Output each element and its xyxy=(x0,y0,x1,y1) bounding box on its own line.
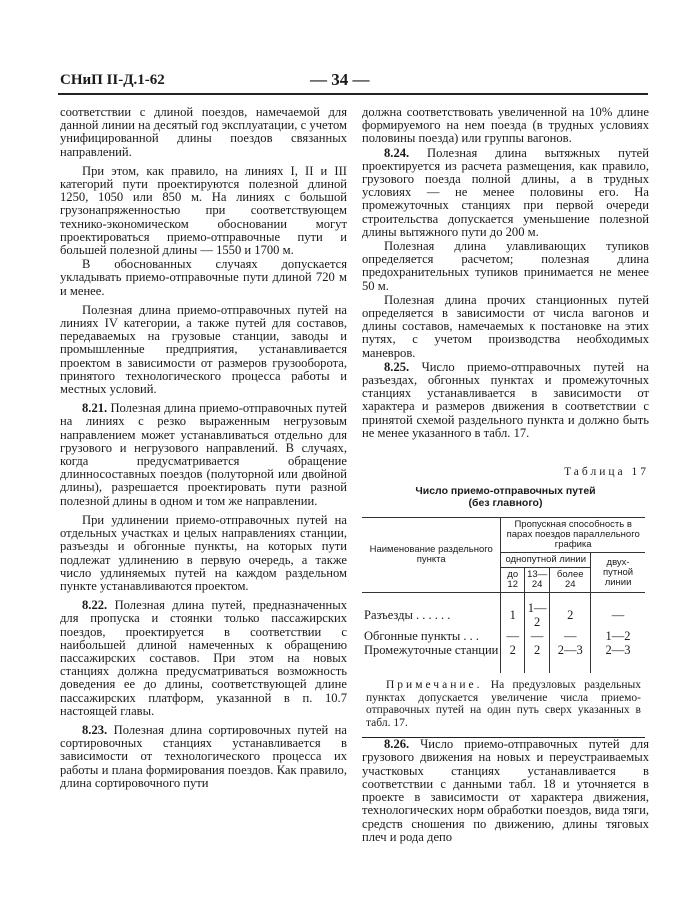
table-row xyxy=(362,629,645,643)
table-row xyxy=(362,601,645,629)
paragraph-text: Полезная длина улавливающих тупиков определяется расчетом; полезная длина предохранительных тупиков принимается не менее 50 м. xyxy=(362,239,649,293)
cell: — xyxy=(501,629,525,643)
section-number: 8.23. xyxy=(82,722,108,737)
section-8-23 xyxy=(60,724,347,790)
column-header-name: Наименование раздельного пункта xyxy=(362,518,501,593)
section-8-21 xyxy=(60,402,347,508)
paragraph-text: Полезная длина сортировочных путей на сортировочных станциях устанавливается в зависимости от технологического процесса их работы и плана формирования поездов. Как правило, длина сортировочного пути xyxy=(60,722,348,790)
paragraph-text: должна соответствовать увеличенной на 10% длине формируемого на нем поезда (в трудных условиях половины поезда) или группы вагонов. xyxy=(362,105,649,146)
header-rule xyxy=(58,93,648,95)
column-header-capacity: Пропускная способность в парах поездов параллельного графика xyxy=(501,518,645,553)
document-code: СНиП II-Д.1-62 xyxy=(60,72,165,88)
cell: 2 xyxy=(501,643,525,657)
cell: — xyxy=(525,629,550,643)
paragraph xyxy=(60,514,347,593)
paragraph xyxy=(60,165,347,257)
cell: 2 xyxy=(550,601,591,629)
column-header-sub: более 24 xyxy=(550,568,591,593)
paragraph xyxy=(60,304,347,396)
cell: 2—3 xyxy=(550,643,591,657)
table-title-line: Число приемо-отправочных путей xyxy=(415,485,596,498)
left-column xyxy=(60,106,347,796)
paragraph-text: Полезная длина приемо-отправочных путей на линиях IV категории, а также путей для составов, передаваемых на грузовые станции, заводы и промышленные предприятия, устанавливается проектом в зависимости от размеров грузооборота, принятого технологического процесса работы и местных условий. xyxy=(60,302,347,397)
page-number: — 34 — xyxy=(310,70,370,89)
paragraph xyxy=(362,106,649,146)
section-8-26 xyxy=(362,738,649,844)
cell: 1—2 xyxy=(591,629,645,643)
column-header-sub: до 12 xyxy=(501,568,525,593)
row-name: Обгонные пункты . . . xyxy=(364,629,480,644)
column-header-sub: 13—24 xyxy=(525,568,550,593)
column-header-single-track: однопутной линии xyxy=(501,553,591,568)
paragraph xyxy=(362,294,649,360)
section-number: 8.26. xyxy=(384,737,410,752)
paragraph-text: При удлинении приемо-отправочных путей на отдельных участках и целых направлениях станции, разъезды и обгонные пункты, на которых пути подлежат удлинению в первую очередь, а также число удлиняемых путей на каждом раздельном пункте устанавливаются проектом. xyxy=(60,512,347,593)
cell: — xyxy=(591,601,645,629)
section-8-22 xyxy=(60,599,347,718)
paragraph-text: Число приемо-отправочных путей на разъездах, обгонных пунктах и промежуточных станциях устанавливается в зависимости от характера и размеров движения в соответствии с принятой схемой раздельного пункта и должно быть не менее указанного в табл. 17. xyxy=(362,359,649,440)
paragraph xyxy=(362,240,649,293)
paragraph-text: Полезная длина вытяжных путей проектируется из расчета размещения, как правило, грузового поезда полной длины, а в трудных условиях — не менее половины его. На промежуточных станциях при первой очереди строительства допускается уменьшение полезной длины вытяжного пути до 200 м. xyxy=(362,145,649,239)
table-title xyxy=(362,485,649,509)
note-text: На предузловых раздельных пунктах допускается увеличение числа приемо-отправочных путей на один путь сверх указанных в табл. 17. xyxy=(366,679,641,729)
section-number: 8.24. xyxy=(384,145,410,160)
table-title-line: (без главного) xyxy=(468,497,543,510)
paragraph-text: Полезная длина путей, предназначенных для пропуска и стоянки только пассажирских поездов, проектируется в соответствии с наибольшей длиной намеченных к обращению пассажирских составов. При этом на новых станциях должна предусматриваться возможность доведения ее до длины, соответствующей длине пассажирских платформ, указанной в п. 10.7 настоящей главы. xyxy=(60,598,348,718)
right-column xyxy=(362,106,649,850)
section-8-24 xyxy=(362,147,649,239)
paragraph xyxy=(60,106,347,159)
paragraph-text: соответствии с длиной поездов, намечаемой для данной линии на десятый год эксплуатации, с учетом унифицированной длины поездов связанных направлений. xyxy=(60,105,347,159)
paragraph xyxy=(60,258,347,298)
section-8-25 xyxy=(362,361,649,440)
column-header-double-track: двух-путной линии xyxy=(591,553,645,593)
table-note xyxy=(362,673,645,738)
paragraph-text: В обоснованных случаях допускается укладывать приемо-отправочные пути длиной 720 м и менее. xyxy=(60,257,347,298)
table-17 xyxy=(362,517,645,738)
cell: 2 xyxy=(525,643,550,657)
paragraph-text: Полезная длина приемо-отправочных путей на линиях с резко выраженным негрузовым направлением может устанавливаться отдельно для грузового и негрузового направлений. В случаях, когда предусматривается обращение длинносоставных поездов (полуторной или двойной длины), разрешается проектировать пути разной полезной длины в одном и том же направлении. xyxy=(60,401,347,508)
row-name: Промежуточные станции xyxy=(364,643,499,658)
cell: 2—3 xyxy=(591,643,645,657)
section-number: 8.25. xyxy=(384,359,410,374)
cell: 1—2 xyxy=(525,601,550,629)
paragraph-text: При этом, как правило, на линиях I, II и III категорий пути проектируются полезной длиной 1250, 1050 или 850 м. На линиях с большой грузонапряженностью при соответствующем технико-экономическом обосновании могут проектироваться приемо-отправочные пути и большей полезной длины — 1550 и 1700 м. xyxy=(60,163,347,258)
note-label: Примечание. xyxy=(386,679,483,692)
cell: — xyxy=(550,629,591,643)
section-number: 8.21. xyxy=(82,401,108,416)
row-name: Разъезды . . . . . . xyxy=(364,608,451,623)
table-row xyxy=(362,643,645,657)
paragraph-text: Полезная длина прочих станционных путей определяется в зависимости от числа вагонов и длины составов, намечаемых к постановке на этих путях, с учетом производства необходимых маневров. xyxy=(362,292,649,360)
table-caption: Таблица 17 xyxy=(564,466,649,479)
paragraph-text: Число приемо-отправочных путей для грузового движения на новых и переустраиваемых участковых станциях устанавливается в соответствии с данными табл. 18 и уточняется в проекте в зависимости от характера движения, технологических норм обработки поездов, вида тяги, средств сношения по движению, длины тяговых плеч и рода депо xyxy=(362,737,649,844)
section-number: 8.22. xyxy=(82,598,108,613)
cell: 1 xyxy=(501,601,525,629)
